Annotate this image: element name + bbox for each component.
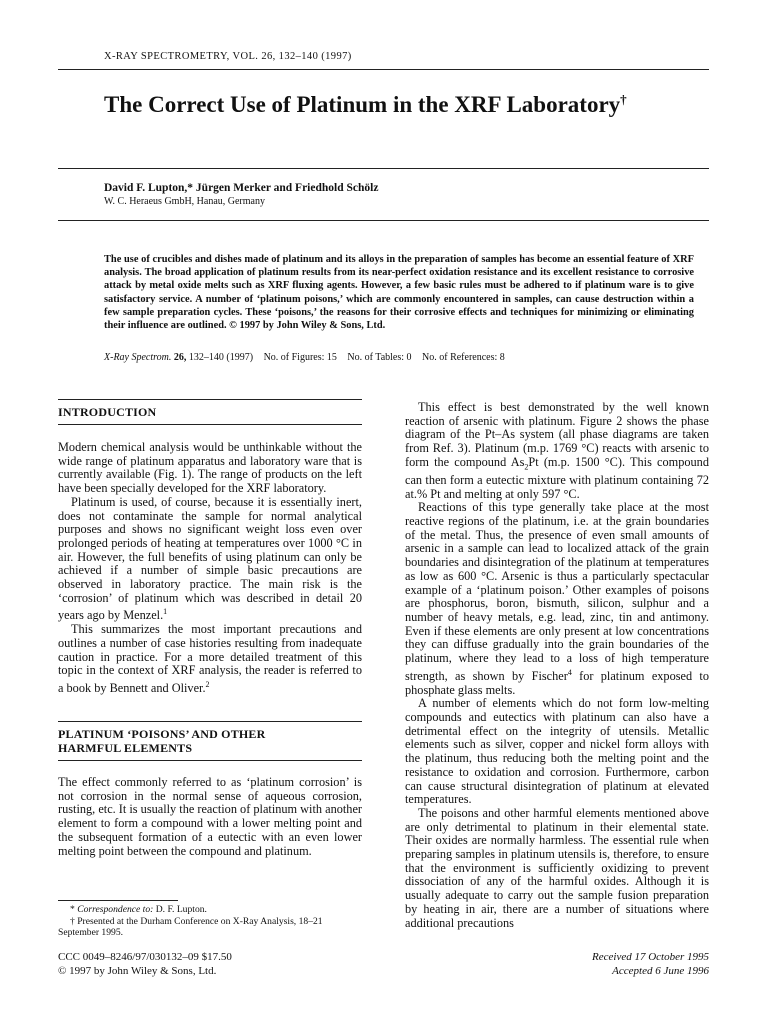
intro-paragraph-1: Modern chemical analysis would be unthinkable without the wide range of platinum apparatus and laboratory ware that is currently available (Fig. 1). The range of products on the left have been specially developed for the XRF laboratory.	[58, 440, 362, 496]
header-rule	[58, 69, 709, 70]
footnote-correspondence: * Correspondence to: D. F. Lupton.	[70, 904, 207, 915]
author-rule	[58, 220, 709, 221]
footnote-ref: 1	[163, 607, 168, 617]
citation-line	[104, 352, 505, 363]
footnote-ref: 4	[567, 667, 572, 677]
page	[58, 0, 709, 1024]
section-rule	[58, 760, 362, 761]
citation-journal: X-Ray Spectrom.	[104, 352, 172, 363]
copyright: © 1997 by John Wiley & Sons, Ltd.	[58, 965, 217, 977]
subscript: 2	[524, 462, 529, 472]
intro-paragraph-2: Platinum is used, of course, because it is essentially inert, does not contaminate the sample for normal analytical purposes and shows no significant weight loss even over prolonged periods of heating at temperatures over 1000 °C in air. However, the full benefits of using platinum can only be achieved if a number of simple basic precautions are observed in laboratory practice. The main risk is the ‘corrosion’ of platinum which was described in detail 20 years ago by Menzel.$^1$	[58, 494, 362, 623]
bottom-left-info	[58, 950, 232, 978]
citation-figures: No. of Figures: 15	[263, 352, 337, 363]
section-rule	[58, 399, 362, 400]
right-column-body	[405, 401, 709, 930]
right-paragraph-3: A number of elements which do not form low-melting compounds and eutectics with platinum can also have a detrimental effect on the integrity of utensils. Metallic elements such as silver, copper and nickel form alloys with the platinum, thus reducing both the melting point and the resistance to oxidation and corrosion. Furthermore, carbon can cause structural disintegration of platinum at elevated temperatures.	[405, 696, 709, 807]
citation-volume: 26,	[173, 352, 187, 363]
citation-references: No. of References: 8	[422, 352, 505, 363]
right-paragraph-4: The poisons and other harmful elements mentioned above are only detrimental to platinum in their elemental state. Their oxides are normally harmless. The essential rule when preparing samples in platinum utensils is, therefore, to ensure that the environment is sufficiently oxidizing to prevent dissociation of any of the harmful oxides. Although it is usually adequate to carry out the sample fusion preparation by heating in air, there are a number of situations where additional precautions	[405, 805, 709, 930]
bottom-right-dates	[592, 950, 709, 978]
poisons-paragraph-1: The effect commonly referred to as ‘platinum corrosion’ is not corrosion in the normal sense of aqueous corrosion, rusting, etc. It is usually the reaction of platinum with another element to form a compound with a lower melting point and the subsequent formation of a eutectic with an even lower melting point between the compound and platinum.	[58, 775, 362, 858]
section-rule	[58, 424, 362, 425]
title-text: The Correct Use of Platinum in the XRF Laboratory	[104, 92, 621, 117]
title-dagger: †	[620, 92, 627, 107]
right-paragraph-1: This effect is best demonstrated by the well known reaction of arsenic with platinum. Figure 2 shows the phase diagram of the Pt–As system (all phase diagrams are taken from Ref. 3). Platinum (m.p. 1769 °C) reacts with arsenic to form the compound $As_2Pt$ (m.p. 1500 °C). This compound can then form a eutectic mixture with platinum containing 72 at.% Pt and melting at only 597 °C.	[405, 400, 709, 501]
right-paragraph-2: Reactions of this type generally take place at the most reactive regions of the platinum, i.e. at the grain boundaries of the metal. Thus, the presence of even small amounts of arsenic in a sample can lead to localized attack of the grain boundaries and disintegration of the platinum at temperatures as low as 600 °C. Arsenic is thus a particularly spectacular example of a ‘platinum poison.’ Other examples of poisons are phosphorus, boron, bismuth, silicon, sulphur and a number of heavy metals, e.g. lead, zinc, tin and antimony. Even if these elements are only present at low concentrations they can diffuse gradually into the grain boundaries of the platinum, where they lead to a loss of high temperature strength, as shown by Fischer$^4$ for platinum exposed to phosphate glass melts.	[405, 500, 709, 697]
footnotes	[58, 900, 362, 939]
title-rule	[58, 168, 709, 169]
footnote-rule	[58, 900, 178, 901]
poisons-heading: PLATINUM ‘POISONS’ AND OTHER HARMFUL ELEMENTS	[58, 727, 266, 755]
footnote-ref: 2	[205, 680, 210, 690]
article-title	[104, 92, 684, 118]
section-rule	[58, 721, 362, 722]
affiliation: W. C. Heraeus GmbH, Hanau, Germany	[104, 196, 265, 207]
citation-pages: 132–140 (1997)	[188, 352, 254, 363]
introduction-heading-block	[58, 399, 362, 425]
footnote-presented: † Presented at the Durham Conference on X-Ray Analysis, 18–21 September 1995.	[58, 915, 323, 938]
intro-paragraph-3: This summarizes the most important precautions and outlines a number of case histories resulting from inadequate caution in practice. For a more detailed treatment of this topic in the context of XRF analysis, the reader is referred to a book by Bennett and Oliver.$^2$	[58, 622, 362, 696]
accepted-date: Accepted 6 June 1996	[612, 965, 709, 977]
poisons-heading-block	[58, 721, 362, 761]
introduction-body	[58, 441, 362, 696]
ccc-code: CCC 0049–8246/97/030132–09 $17.50	[58, 951, 232, 963]
abstract: The use of crucibles and dishes made of platinum and its alloys in the preparation of samples has become an essential feature of XRF analysis. The broad application of platinum results from its near-perfect oxidation resistance and its excellent resistance to corrosive attack by metal oxide melts such as XRF fluxing agents. However, a few basic rules must be adhered to if platinum ware is to give satisfactory service. A number of ‘platinum poisons,’ which are commonly encountered in samples, can cause destruction within a few sample preparation cycles. These ‘poisons,’ the reasons for their corrosive effects and techniques for minimizing or eliminating their influence are outlined. © 1997 by John Wiley & Sons, Ltd.	[104, 254, 694, 332]
introduction-heading: INTRODUCTION	[58, 405, 157, 419]
poisons-body	[58, 776, 362, 858]
citation-tables: No. of Tables: 0	[347, 352, 412, 363]
authors: David F. Lupton,* Jürgen Merker and Friedhold Schölz	[104, 182, 379, 194]
running-head: X-RAY SPECTROMETRY, VOL. 26, 132–140 (1997)	[104, 51, 352, 62]
received-date: Received 17 October 1995	[592, 951, 709, 963]
